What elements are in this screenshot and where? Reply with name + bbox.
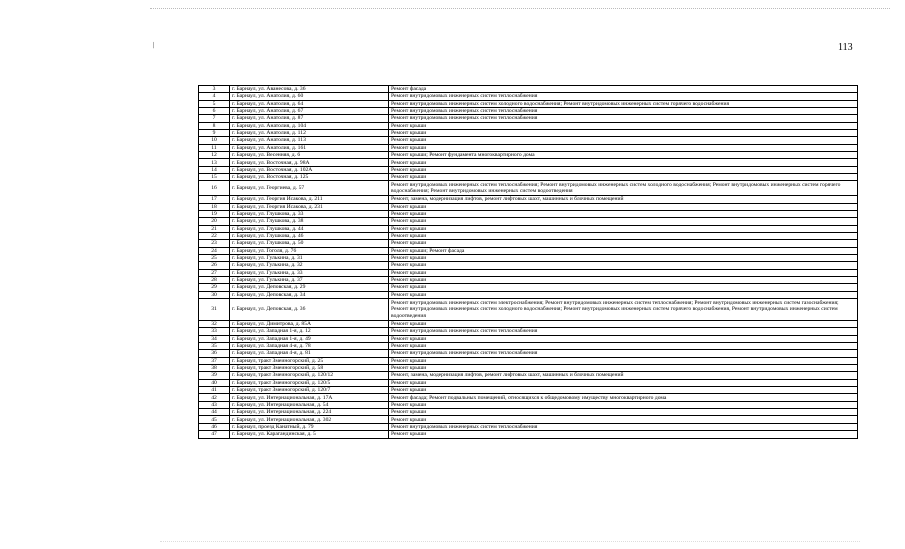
work-type-cell: Ремонт крыши [389, 137, 858, 144]
table-row [199, 284, 858, 291]
table-row [199, 416, 858, 423]
page-number: 113 [838, 42, 853, 53]
pen-mark: / [150, 39, 157, 51]
work-type-cell: Ремонт крыши [389, 335, 858, 342]
table-row [199, 423, 858, 430]
table-row [199, 130, 858, 137]
row-number: 23 [199, 240, 230, 247]
table-row [199, 166, 858, 173]
work-type-cell: Ремонт крыши [389, 269, 858, 276]
row-number: 14 [199, 166, 230, 173]
address-cell: г. Барнаул, ул. Деповская, д. 29 [230, 284, 389, 291]
work-type-cell: Ремонт крыши [389, 416, 858, 423]
table-row [199, 328, 858, 335]
address-cell: г. Барнаул, ул. Гулькина, д. 37 [230, 276, 389, 283]
address-cell: г. Барнаул, ул. Западная 4-я, д. 78 [230, 343, 389, 350]
row-number: 15 [199, 174, 230, 181]
address-cell: г. Барнаул, ул. Анатолия, д. 112 [230, 130, 389, 137]
address-cell: г. Барнаул, ул. Деповская, д. 36 [230, 298, 389, 320]
row-number: 31 [199, 298, 230, 320]
scan-top-border [150, 8, 890, 9]
row-number: 11 [199, 144, 230, 151]
work-type-cell: Ремонт внутридомовых инженерных систем теплоснабжения [389, 350, 858, 357]
work-type-cell: Ремонт крыши [389, 254, 858, 261]
table-row [199, 387, 858, 394]
address-cell: г. Барнаул, ул. Георгиева, д. 57 [230, 181, 389, 196]
work-type-cell: Ремонт крыши [389, 144, 858, 151]
row-number: 30 [199, 291, 230, 298]
work-type-cell: Ремонт крыши [389, 379, 858, 386]
address-cell: г. Барнаул, ул. Анатолия, д. 87 [230, 115, 389, 122]
row-number: 37 [199, 357, 230, 364]
table-row [199, 350, 858, 357]
address-cell: г. Барнаул, тракт Змеиногорский, д. 120/7 [230, 387, 389, 394]
work-type-cell: Ремонт фасада [389, 86, 858, 93]
row-number: 20 [199, 218, 230, 225]
address-cell: г. Барнаул, ул. Глушкова, д. 33 [230, 210, 389, 217]
table-row [199, 247, 858, 254]
address-cell: г. Барнаул, ул. Анатолия, д. 67 [230, 108, 389, 115]
address-cell: г. Барнаул, ул. Гоголя, д. 76 [230, 247, 389, 254]
table-row [199, 181, 858, 196]
row-number: 34 [199, 335, 230, 342]
work-type-cell: Ремонт крыши [389, 122, 858, 129]
address-cell: г. Барнаул, ул. Деповская, д. 34 [230, 291, 389, 298]
table-row [199, 379, 858, 386]
work-type-cell: Ремонт, замена, модернизация лифтов, ремонт лифтовых шахт, машинных и блочных помещений [389, 372, 858, 379]
address-cell: г. Барнаул, ул. Западная 1-я, д. 49 [230, 335, 389, 342]
address-cell: г. Барнаул, ул. Анатолия, д. 104 [230, 122, 389, 129]
address-cell: г. Барнаул, ул. Глушкова, д. 50 [230, 240, 389, 247]
table-row [199, 269, 858, 276]
table-row [199, 298, 858, 320]
row-number: 9 [199, 130, 230, 137]
address-cell: г. Барнаул, ул. Восточная, д. 98А [230, 159, 389, 166]
work-type-cell: Ремонт крыши [389, 387, 858, 394]
row-number: 19 [199, 210, 230, 217]
work-type-cell: Ремонт внутридомовых инженерных систем электроснабжения; Ремонт внутридомовых инженерных систем теплоснабжения; Ремонт внутридомовых инженерных систем газоснабжения; Ремонт внутридомовых инженерных систем холодного водоснабжения; Ремонт внутридомовых инженерных систем горячего водоснабжения, Ремонт внутридомовых инженерных систем водоотведения [389, 298, 858, 320]
work-type-cell: Ремонт крыши [389, 159, 858, 166]
work-type-cell: Ремонт крыши [389, 262, 858, 269]
row-number: 5 [199, 100, 230, 107]
address-cell: г. Барнаул, ул. Интернациональная, д. 54 [230, 401, 389, 408]
row-number: 13 [199, 159, 230, 166]
repair-table [198, 85, 858, 439]
table-row [199, 137, 858, 144]
table-row [199, 203, 858, 210]
work-type-cell: Ремонт крыши [389, 218, 858, 225]
row-number: 24 [199, 247, 230, 254]
table-row [199, 431, 858, 438]
address-cell: г. Барнаул, ул. Глушкова, д. 38 [230, 218, 389, 225]
table-row [199, 152, 858, 159]
work-type-cell: Ремонт крыши [389, 240, 858, 247]
work-type-cell: Ремонт крыши [389, 284, 858, 291]
row-number: 43 [199, 401, 230, 408]
address-cell: г. Барнаул, ул. Весенняя, д. 6 [230, 152, 389, 159]
row-number: 47 [199, 431, 230, 438]
address-cell: г. Барнаул, ул. Анатолия, д. 64 [230, 100, 389, 107]
work-type-cell: Ремонт внутридомовых инженерных систем теплоснабжения [389, 115, 858, 122]
row-number: 17 [199, 196, 230, 203]
row-number: 26 [199, 262, 230, 269]
work-type-cell: Ремонт крыши [389, 276, 858, 283]
row-number: 38 [199, 365, 230, 372]
address-cell: г. Барнаул, ул. Интернациональная, д. 224 [230, 409, 389, 416]
address-cell: г. Барнаул, тракт Змеиногорский, д. 120/5 [230, 379, 389, 386]
scan-bottom-border [160, 541, 860, 542]
row-number: 16 [199, 181, 230, 196]
address-cell: г. Барнаул, ул. Карагандинская, д. 5 [230, 431, 389, 438]
work-type-cell: Ремонт крыши; Ремонт фасада [389, 247, 858, 254]
table-row [199, 335, 858, 342]
work-type-cell: Ремонт крыши [389, 291, 858, 298]
row-number: 3 [199, 86, 230, 93]
address-cell: г. Барнаул, тракт Змеиногорский, д. 25 [230, 357, 389, 364]
table-row [199, 240, 858, 247]
row-number: 6 [199, 108, 230, 115]
address-cell: г. Барнаул, ул. Западная 1-я, д. 12 [230, 328, 389, 335]
work-type-cell: Ремонт крыши [389, 174, 858, 181]
row-number: 32 [199, 321, 230, 328]
address-cell: г. Барнаул, ул. Гулькина, д. 31 [230, 254, 389, 261]
work-type-cell: Ремонт крыши [389, 166, 858, 173]
address-cell: г. Барнаул, ул. Аванесова, д. 36 [230, 86, 389, 93]
table-row [199, 372, 858, 379]
work-type-cell: Ремонт крыши [389, 343, 858, 350]
row-number: 7 [199, 115, 230, 122]
row-number: 18 [199, 203, 230, 210]
table-row [199, 262, 858, 269]
table-row [199, 291, 858, 298]
work-type-cell: Ремонт внутридомовых инженерных систем теплоснабжения [389, 108, 858, 115]
table-row [199, 100, 858, 107]
table-row [199, 86, 858, 93]
address-cell: г. Барнаул, ул. Восточная, д. 102А [230, 166, 389, 173]
work-type-cell: Ремонт внутридомовых инженерных систем теплоснабжения [389, 328, 858, 335]
work-type-cell: Ремонт крыши [389, 409, 858, 416]
table-row [199, 144, 858, 151]
address-cell: г. Барнаул, ул. Интернациональная, д. 302 [230, 416, 389, 423]
work-type-cell: Ремонт крыши [389, 365, 858, 372]
row-number: 25 [199, 254, 230, 261]
table-row [199, 196, 858, 203]
row-number: 10 [199, 137, 230, 144]
table-row [199, 401, 858, 408]
work-type-cell: Ремонт крыши [389, 401, 858, 408]
table-row [199, 394, 858, 401]
address-cell: г. Барнаул, ул. Западная 4-я, д. 81 [230, 350, 389, 357]
table-row [199, 321, 858, 328]
table-row [199, 357, 858, 364]
table-row [199, 108, 858, 115]
work-type-cell: Ремонт крыши [389, 210, 858, 217]
work-type-cell: Ремонт внутридомовых инженерных систем холодного водоснабжения; Ремонт внутридомовых инженерных систем горячего водоснабжения [389, 100, 858, 107]
address-cell: г. Барнаул, ул. Георгия Исакова, д. 211 [230, 196, 389, 203]
work-type-cell: Ремонт крыши [389, 357, 858, 364]
table-row [199, 122, 858, 129]
work-type-cell: Ремонт фасада; Ремонт подвальных помещений, относящихся к общедомовому имуществу многоквартирного дома [389, 394, 858, 401]
row-number: 27 [199, 269, 230, 276]
table-row [199, 159, 858, 166]
table-row [199, 93, 858, 100]
table-row [199, 174, 858, 181]
address-cell: г. Барнаул, ул. Анатолия, д. 113 [230, 137, 389, 144]
row-number: 8 [199, 122, 230, 129]
table-row [199, 254, 858, 261]
table-row [199, 409, 858, 416]
work-type-cell: Ремонт крыши [389, 203, 858, 210]
row-number: 39 [199, 372, 230, 379]
work-type-cell: Ремонт внутридомовых инженерных систем теплоснабжения [389, 423, 858, 430]
work-type-cell: Ремонт крыши [389, 130, 858, 137]
work-type-cell: Ремонт крыши [389, 321, 858, 328]
table-row [199, 343, 858, 350]
work-type-cell: Ремонт, замена, модернизация лифтов, ремонт лифтовых шахт, машинных и блочных помещений [389, 196, 858, 203]
address-cell: г. Барнаул, тракт Змеиногорский, д. 58 [230, 365, 389, 372]
row-number: 44 [199, 409, 230, 416]
address-cell: г. Барнаул, ул. Георгия Исакова, д. 231 [230, 203, 389, 210]
table-row [199, 232, 858, 239]
row-number: 36 [199, 350, 230, 357]
row-number: 41 [199, 387, 230, 394]
address-cell: г. Барнаул, ул. Интернациональная, д. 17А [230, 394, 389, 401]
table-row [199, 225, 858, 232]
table-row [199, 115, 858, 122]
table-row [199, 210, 858, 217]
row-number: 33 [199, 328, 230, 335]
table-row [199, 276, 858, 283]
table-row [199, 365, 858, 372]
address-cell: г. Барнаул, ул. Гулькина, д. 33 [230, 269, 389, 276]
repair-table-body [199, 86, 858, 439]
address-cell: г. Барнаул, ул. Глушкова, д. 46 [230, 232, 389, 239]
work-type-cell: Ремонт внутридомовых инженерных систем теплоснабжения [389, 93, 858, 100]
row-number: 35 [199, 343, 230, 350]
work-type-cell: Ремонт крыши; Ремонт фундамента многоквартирного дома [389, 152, 858, 159]
row-number: 4 [199, 93, 230, 100]
work-type-cell: Ремонт крыши [389, 232, 858, 239]
address-cell: г. Барнаул, ул. Восточная, д. 125 [230, 174, 389, 181]
table-row [199, 218, 858, 225]
address-cell: г. Барнаул, ул. Глушкова, д. 44 [230, 225, 389, 232]
row-number: 29 [199, 284, 230, 291]
address-cell: г. Барнаул, проезд Канатный, д. 79 [230, 423, 389, 430]
row-number: 45 [199, 416, 230, 423]
address-cell: г. Барнаул, ул. Анатолия, д. 60 [230, 93, 389, 100]
row-number: 12 [199, 152, 230, 159]
address-cell: г. Барнаул, ул. Гулькина, д. 32 [230, 262, 389, 269]
work-type-cell: Ремонт крыши [389, 431, 858, 438]
work-type-cell: Ремонт внутридомовых инженерных систем теплоснабжения; Ремонт внутридомовых инженерных систем холодного водоснабжения; Ремонт внутридомовых инженерных систем горячего водоснабжения; Ремонт внутридомовых инженерных систем водоотведения [389, 181, 858, 196]
address-cell: г. Барнаул, тракт Змеиногорский, д. 120/12 [230, 372, 389, 379]
row-number: 28 [199, 276, 230, 283]
row-number: 22 [199, 232, 230, 239]
address-cell: г. Барнаул, ул. Димитрова, д. 85А [230, 321, 389, 328]
row-number: 42 [199, 394, 230, 401]
row-number: 21 [199, 225, 230, 232]
work-type-cell: Ремонт крыши [389, 225, 858, 232]
row-number: 46 [199, 423, 230, 430]
address-cell: г. Барнаул, ул. Анатолия, д. 161 [230, 144, 389, 151]
row-number: 40 [199, 379, 230, 386]
